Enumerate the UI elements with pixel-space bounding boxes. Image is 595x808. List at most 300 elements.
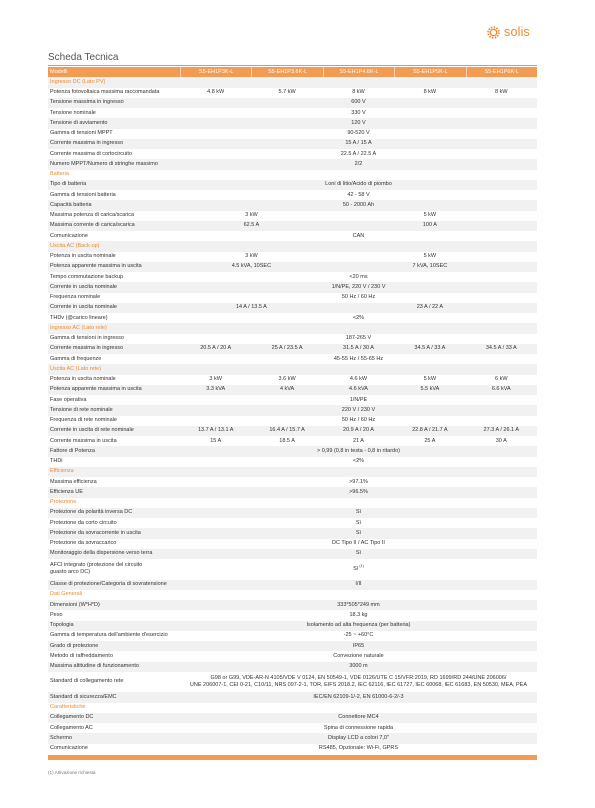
spec-value-content: [355, 581, 361, 588]
spec-value: [180, 190, 537, 200]
spec-value-text: CAN: [352, 232, 365, 239]
spec-value-text: 18.5 A: [279, 437, 295, 444]
spec-row: [48, 600, 537, 610]
spec-label-text: Gamma di temperatura dell'ambiente d'esercizio: [50, 632, 168, 639]
spec-value: [466, 385, 537, 395]
model-name: [466, 67, 537, 77]
spec-value-text: 20.5 A / 20 A: [200, 345, 232, 352]
spec-label-text: Potenza apparente massima in uscita: [50, 263, 142, 270]
spec-row: [48, 621, 537, 631]
spec-value: [180, 672, 537, 693]
section-title: [48, 590, 537, 600]
spec-label: [48, 723, 180, 733]
spec-value-text: 3 kW: [209, 376, 222, 383]
spec-value-text: 62.5 A: [243, 222, 260, 229]
spec-value: [323, 88, 394, 98]
spec-row: [48, 692, 537, 702]
spec-label: [48, 88, 180, 98]
spec-row: [48, 580, 537, 590]
spec-value-text: 45-55 Hz / 55-65 Hz: [333, 355, 384, 362]
spec-value: [180, 549, 537, 559]
section-row: [48, 170, 537, 180]
spec-label-text: Tensione nominale: [50, 109, 96, 116]
spec-label: [48, 405, 180, 415]
section-title: [48, 364, 537, 374]
spec-value: [180, 211, 323, 221]
spec-label: [48, 344, 180, 354]
spec-value: [180, 457, 537, 467]
spec-value-text: 50 Hz / 60 Hz: [341, 417, 376, 424]
spec-label: [48, 98, 180, 108]
spec-value-content: [206, 386, 225, 393]
spec-value-text: 6.6 kVA: [491, 386, 511, 393]
spec-row: [48, 405, 537, 415]
spec-value-text: I/II: [355, 581, 362, 588]
spec-label-text: Frequenza nominale: [50, 294, 101, 301]
spec-label-text: Grado di protezione: [50, 642, 99, 649]
spec-value-text: Sì: [355, 529, 362, 536]
spec-value-text: Sì: [355, 509, 362, 516]
spec-row: [48, 518, 537, 528]
spec-value-text: Loni di litio/Acido di piombo: [325, 181, 392, 188]
spec-value: [180, 487, 537, 497]
spec-label-text: Monitoraggio della dispersione verso terra: [50, 550, 153, 557]
spec-value-content: [341, 151, 376, 158]
section-row: [48, 323, 537, 333]
spec-row: [48, 272, 537, 282]
spec-value: [180, 149, 537, 159]
spec-value-content: [232, 263, 271, 270]
spec-value: [180, 262, 323, 272]
spec-value: [180, 446, 537, 456]
section-title: [48, 703, 537, 713]
spec-row: [48, 282, 537, 292]
spec-value: [180, 180, 537, 190]
spec-label: [48, 641, 180, 651]
spec-value: [323, 436, 394, 446]
spec-label-text: AFCI integrato (protezione del circuito guasto arco DC): [50, 562, 143, 576]
spec-value-content: [342, 407, 375, 414]
spec-row: [48, 457, 537, 467]
spec-row: [48, 651, 537, 661]
spec-value: [251, 436, 322, 446]
spec-value: [180, 98, 537, 108]
spec-row: [48, 385, 537, 395]
spec-label-text: Comunicazione: [50, 745, 88, 752]
spec-label-text: Standard di collegamento rete: [50, 678, 124, 685]
spec-value: [323, 375, 394, 385]
spec-value-text: <20 ms: [349, 273, 368, 280]
spec-value-content: [496, 438, 507, 445]
spec-value-text: 13.7 A / 13.1 A: [197, 427, 234, 434]
spec-label-text: Massima altitudine di funzionamento: [50, 663, 139, 670]
spec-value: [180, 651, 537, 661]
spec-value-text: 8 kW: [494, 89, 508, 96]
spec-value-content: [244, 222, 260, 229]
spec-value-text: <2%: [352, 314, 365, 321]
spec-value: [394, 436, 465, 446]
spec-value-content: [349, 274, 367, 281]
spec-value-content: [414, 345, 445, 352]
brand-name: solis: [504, 25, 531, 39]
spec-value-content: [344, 632, 374, 639]
spec-value-text: 120 V: [351, 119, 366, 126]
spec-label-text: Topologia: [50, 622, 74, 629]
spec-label-text: Classe di protezione/Categoria di sovratensione: [50, 581, 167, 588]
spec-label: [48, 200, 180, 210]
spec-value: [180, 139, 537, 149]
spec-value-text: 330 V: [351, 109, 366, 116]
spec-value: [251, 385, 322, 395]
spec-value: [323, 262, 537, 272]
spec-value-content: [209, 376, 222, 383]
spec-value: [180, 313, 537, 323]
spec-value-content: [417, 304, 443, 311]
spec-label: [48, 539, 180, 549]
spec-value-text: 22.5 A / 22.5 A: [340, 150, 377, 157]
spec-value: [180, 477, 537, 487]
spec-label-text: Frequenza di rete nominale: [50, 417, 117, 424]
spec-value-content: [495, 376, 508, 383]
spec-value-content: [353, 438, 364, 445]
spec-value: [394, 375, 465, 385]
spec-label-text: Efficienza UE: [50, 488, 83, 495]
spec-label-text: Corrente in uscita di rete nominale: [50, 427, 134, 434]
spec-value-content: [279, 89, 296, 96]
spec-row: [48, 641, 537, 651]
spec-value-content: [319, 745, 398, 752]
section-title: [48, 498, 537, 508]
spec-label: [48, 385, 180, 395]
spec-value-content: [198, 427, 233, 434]
spec-row: [48, 662, 537, 672]
spec-label-text: Potenza apparente massima in uscita: [50, 386, 142, 393]
spec-value: [180, 621, 537, 631]
spec-row: [48, 159, 537, 169]
spec-label: [48, 487, 180, 497]
spec-value: [180, 416, 537, 426]
spec-label-text: Protezione da polarità inversa DC: [50, 509, 133, 516]
spec-value-text: 16.4 A / 15.7 A: [269, 427, 305, 434]
spec-value-content: [351, 110, 365, 117]
spec-value-text: Display LCD a colori 7,0": [328, 734, 389, 741]
spec-label: [48, 621, 180, 631]
spec-value-text: 15 A / 15 A: [345, 140, 372, 147]
spec-value: [323, 221, 537, 231]
spec-label-text: Corrente massima di cortocircuito: [50, 150, 132, 157]
spec-value-text: Connettore MC4: [338, 714, 379, 721]
spec-value: [466, 426, 537, 436]
spec-value: [394, 426, 465, 436]
title-divider: [48, 65, 537, 66]
spec-value-text: 7 kVA, 10SEC: [412, 263, 448, 270]
section-row: [48, 77, 537, 87]
spec-label-text: Potenza fotovoltaica massima raccomandata: [50, 89, 160, 96]
spec-value-content: [343, 202, 374, 209]
spec-value: [180, 118, 537, 128]
spec-value-text: IEC/EN 62109-1/-2, EN 61000-6-2/-3: [313, 693, 404, 700]
spec-value-content: [412, 427, 447, 434]
spec-value: [466, 344, 537, 354]
spec-value: [251, 375, 322, 385]
spec-value: [180, 221, 323, 231]
spec-label: [48, 610, 180, 620]
spec-label-text: Massima potenza di carica/scarica: [50, 212, 135, 219]
spec-value-content: [343, 345, 374, 352]
section-title-text: Efficienza: [50, 468, 74, 475]
spec-label-text: Dimensioni (W*H*D): [50, 601, 100, 608]
spec-value: [323, 385, 394, 395]
section-title: [48, 241, 537, 251]
spec-value-content: [353, 458, 364, 465]
spec-value-text: 8 kW: [423, 89, 437, 96]
spec-value-text: 31.5 A / 30 A: [343, 345, 374, 352]
spec-label-text: Tensione di avviamento: [50, 119, 108, 126]
model-name-text: S5-EH1P3K-L: [198, 68, 234, 75]
spec-row: [48, 436, 537, 446]
spec-row: [48, 416, 537, 426]
spec-value: [466, 436, 537, 446]
spec-label-text: Peso: [50, 611, 63, 618]
model-name-text: S5-EH1P6K-L: [484, 68, 520, 75]
spec-value-content: [412, 263, 447, 270]
spec-value-content: [420, 386, 439, 393]
spec-value-content: [351, 99, 365, 106]
spec-value: [251, 426, 322, 436]
spec-label-text: Corrente massima in ingresso: [50, 140, 124, 147]
spec-value: [180, 88, 251, 98]
spec-value: [251, 88, 322, 98]
spec-value-content: [200, 345, 231, 352]
spec-row: [48, 426, 537, 436]
spec-value-text: >96.5%: [349, 488, 368, 495]
spec-label-text: Corrente massima in ingresso: [50, 345, 124, 352]
spec-row: [48, 744, 537, 754]
spec-value-content: [424, 376, 437, 383]
spec-label: [48, 129, 180, 139]
spec-value: [180, 692, 537, 702]
spec-value-content: [495, 89, 508, 96]
spec-label: [48, 139, 180, 149]
spec-label: [48, 180, 180, 190]
spec-value: [251, 344, 322, 354]
section-title-text: Caratteristiche: [50, 704, 86, 711]
spec-label-text: Protezione da corto circuito: [50, 519, 117, 526]
spec-value-text: 4.6 kVA: [349, 386, 368, 393]
spec-label-text: Gamma di frequenze: [50, 355, 102, 362]
spec-value-text: 3.6 kW: [278, 376, 296, 383]
spec-value-content: [279, 376, 296, 383]
spec-value-text: 90-520 V: [347, 130, 370, 137]
section-title-text: Dati Generali: [50, 591, 83, 598]
spec-value-content: [484, 427, 519, 434]
spec-label: [48, 518, 180, 528]
spec-label: [48, 662, 180, 672]
spec-value: [180, 293, 537, 303]
spec-value-text: <2%: [352, 458, 365, 465]
spec-value-content: [347, 130, 369, 137]
section-row: [48, 703, 537, 713]
spec-value: [180, 405, 537, 415]
spec-label: [48, 651, 180, 661]
spec-row: [48, 108, 537, 118]
spec-label-text: Tempo commutazione backup: [50, 273, 124, 280]
spec-label: [48, 600, 180, 610]
spec-label: [48, 528, 180, 538]
spec-value-text: > 0,99 (0,8 in testa - 0,8 in ritardo): [316, 447, 400, 454]
section-title: [48, 170, 537, 180]
section-title-text: Ingresso DC (Lato PV): [50, 78, 106, 85]
spec-row: [48, 549, 537, 559]
spec-value-content: [349, 489, 368, 496]
spec-label: [48, 108, 180, 118]
spec-value: [180, 334, 537, 344]
spec-value-content: [280, 386, 294, 393]
spec-label: [48, 118, 180, 128]
spec-row: [48, 446, 537, 456]
spec-value-text: 2/2: [354, 160, 363, 167]
spec-value: [180, 426, 251, 436]
spec-value-content: [356, 550, 361, 557]
spec-label: [48, 426, 180, 436]
spec-label: [48, 508, 180, 518]
spec-value-content: [423, 222, 437, 229]
spec-value-text: 3 kW: [245, 212, 258, 219]
spec-value-content: [342, 294, 375, 301]
spec-label: [48, 282, 180, 292]
spec-row: [48, 723, 537, 733]
spec-label: [48, 272, 180, 282]
spec-label: [48, 375, 180, 385]
spec-value-text: 50 - 2000 Ah: [342, 201, 375, 208]
spec-value-text: 50 Hz / 60 Hz: [341, 294, 376, 301]
spec-value-content: [349, 612, 367, 619]
spec-value: [180, 395, 537, 405]
spec-value-text: 25 A: [424, 437, 436, 444]
spec-label-text: Schermo: [50, 734, 73, 741]
spec-value-text: 1/N/PE, 220 V / 230 V: [331, 283, 386, 290]
spec-value-text: 3.3 kVA: [206, 386, 226, 393]
spec-value-content: [350, 397, 367, 404]
spec-value-content: [269, 427, 304, 434]
spec-row: [48, 190, 537, 200]
spec-value-content: [346, 335, 371, 342]
spec-label-text: Corrente in uscita nominale: [50, 304, 117, 311]
spec-value: [180, 385, 251, 395]
spec-label: [48, 354, 180, 364]
spec-row: [48, 610, 537, 620]
spec-label: [48, 733, 180, 743]
spec-value-content: [332, 540, 385, 547]
spec-label-text: Tensione massima in ingresso: [50, 99, 124, 106]
spec-value: [180, 354, 537, 364]
spec-value: [180, 508, 537, 518]
spec-value: [180, 539, 537, 549]
spec-value-text: 25 A / 23.5 A: [271, 345, 303, 352]
spec-label-text: Massima corrente di carica/scarica: [50, 222, 135, 229]
model-name: [251, 67, 322, 77]
spec-label-text: THDv (@carico lineare): [50, 314, 108, 321]
spec-label: [48, 221, 180, 231]
spec-label-text: Potenza in uscita nominale: [50, 376, 116, 383]
spec-row: [48, 252, 537, 262]
spec-value-text: 15 A: [210, 437, 222, 444]
spec-value-content: [338, 714, 378, 721]
spec-value-content: [245, 253, 258, 260]
spec-label: [48, 436, 180, 446]
spec-label-text: Metodo di raffreddamento: [50, 652, 113, 659]
spec-label-text: Protezione da sovraccarico: [50, 540, 117, 547]
spec-label: [48, 713, 180, 723]
section-row: [48, 590, 537, 600]
spec-value-content: [334, 356, 383, 363]
spec-value-content: [347, 192, 369, 199]
spec-label: [48, 446, 180, 456]
spec-value-content: [353, 233, 365, 240]
spec-value-content: [328, 735, 389, 742]
spec-label: [48, 303, 180, 313]
spec-value-text: 22.8 A / 21.7 A: [412, 427, 448, 434]
spec-value-content: [356, 520, 361, 527]
spec-row: [48, 313, 537, 323]
spec-value-content: [236, 304, 267, 311]
spec-row: [48, 508, 537, 518]
models-label: [48, 67, 180, 77]
models-label-text: Modelli: [50, 68, 68, 75]
section-title-text: Batteria: [50, 171, 69, 178]
spec-label: [48, 744, 180, 754]
spec-label-text: Collegamento DC: [50, 714, 94, 721]
spec-row: [48, 375, 537, 385]
model-name-text: S5-EH1P5K-L: [413, 68, 448, 75]
spec-value-content: [343, 427, 374, 434]
spec-label: [48, 416, 180, 426]
section-title-text: Uscita AC (Lato rete): [50, 365, 102, 372]
spec-value: [180, 436, 251, 446]
spec-label-text: Tipo di batteria: [50, 181, 87, 188]
spec-row: [48, 733, 537, 743]
spec-value-text: 5 kW: [423, 212, 437, 219]
section-title: [48, 467, 537, 477]
spec-value-text: Convezione naturale: [333, 652, 384, 659]
spec-value: [180, 600, 537, 610]
spec-value: [180, 662, 537, 672]
spec-row: [48, 118, 537, 128]
spec-value-content: [313, 694, 403, 701]
spec-row: [48, 713, 537, 723]
spec-label-text: Fase operativa: [50, 396, 87, 403]
spec-label-text: Capacità batteria: [50, 201, 92, 208]
spec-value-text: 14 A / 13.5 A: [235, 304, 267, 311]
spec-value-text: Sì: [353, 565, 359, 572]
spec-value: [180, 231, 537, 241]
spec-value-text: 27.3 A / 26.1 A: [483, 427, 519, 434]
section-row: [48, 364, 537, 374]
spec-label-text: Standard di sicurezza/EMC: [50, 693, 117, 700]
solis-logo: [486, 24, 530, 40]
spec-value: [394, 88, 465, 98]
spec-value-text: 34.5 A / 33 A: [414, 345, 446, 352]
spec-row: [48, 200, 537, 210]
spec-row: [48, 293, 537, 303]
spec-row: [48, 528, 537, 538]
spec-value: [180, 282, 537, 292]
spec-value: [180, 518, 537, 528]
spec-label-text: Gamma di tensioni MPPT: [50, 130, 113, 137]
spec-row: [48, 539, 537, 549]
spec-value-content: [349, 663, 367, 670]
spec-value-text: 5.7 kW: [278, 89, 296, 96]
